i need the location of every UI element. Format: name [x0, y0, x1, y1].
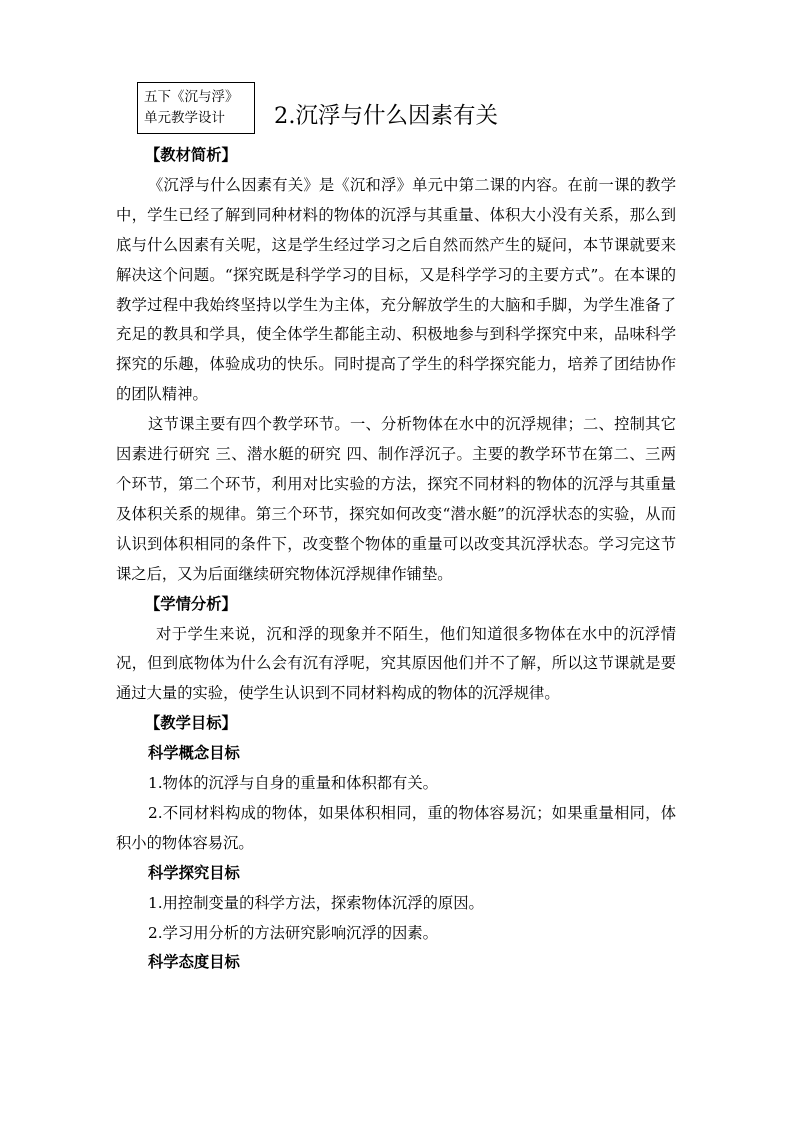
concept-goal-item-1: 1.物体的沉浮与自身的重量和体积都有关。 [148, 774, 438, 793]
attitude-goal-title: 科学态度目标 [148, 953, 240, 972]
inquiry-goal-item-2: 2.学习用分析的方法研究影响沉浮的因素。 [148, 923, 438, 942]
inquiry-goal-title: 科学探究目标 [148, 863, 240, 882]
document-body [116, 141, 676, 978]
unit-label-box [137, 82, 255, 134]
textbook-paragraph-1: 《沉浮与什么因素有关》是《沉和浮》单元中第二课的内容。在前一课的教学中，学生已经了解到同种材料的物体的沉浮与其重量、体积大小没有关系，那么到底与什么因素有关呢，这是学生经过学习之后自然而然产生的疑问，本节课就要来解决这个问题。“探究既是科学学习的目标，又是科学学习的主要方式”。在本课的教学过程中我始终坚持以学生为主体，充分解放学生的大脑和手脚，为学生准备了充足的教具和学具，使全体学生都能主动、积极地参与到科学探究中来，品味科学探究的乐趣，体验成功的快乐。同时提高了学生的科学探究能力，培养了团结协作的团队精神。 [116, 175, 676, 404]
section-heading-textbook: 【教材简析】 [145, 146, 237, 164]
section-heading-students: 【学情分析】 [145, 594, 237, 613]
lesson-title: 2.沉浮与什么因素有关 [274, 103, 498, 129]
concept-goal-item-2: 2.不同材料构成的物体，如果体积相同，重的物体容易沉；如果重量相同，体积小的物体容易沉。 [116, 803, 676, 852]
unit-label-line2: 单元教学设计 [144, 110, 225, 126]
inquiry-goal-item-1: 1.用控制变量的科学方法，探索物体沉浮的原因。 [148, 893, 484, 912]
section-heading-goals: 【教学目标】 [145, 714, 237, 733]
students-paragraph-1: 对于学生来说，沉和浮的现象并不陌生，他们知道很多物体在水中的沉浮情况，但到底物体为什么会有沉有浮呢，究其原因他们并不了解，所以这节课就是要通过大量的实验，使学生认识到不同材料构成的物体的沉浮规律。 [116, 624, 676, 703]
textbook-paragraph-2: 这节课主要有四个教学环节。一、分析物体在水中的沉浮规律；二、控制其它因素进行研究 三、潜水艇的研究 四、制作浮沉子。主要的教学环节在第二、三两个环节，第二个环节，利用对比实验的方法，探究不同材料的物体的沉浮与其重量及体积关系的规律。第三个环节，探究如何改变“潜水艇”的沉浮状态的实验，从而认识到体积相同的条件下，改变整个物体的重量可以改变其沉浮状态。学习完这节课之后，又为后面继续研究物体沉浮规律作铺垫。 [116, 415, 676, 583]
concept-goal-title: 科学概念目标 [148, 744, 240, 763]
unit-label-line1: 五下《沉与浮》 [144, 89, 239, 105]
